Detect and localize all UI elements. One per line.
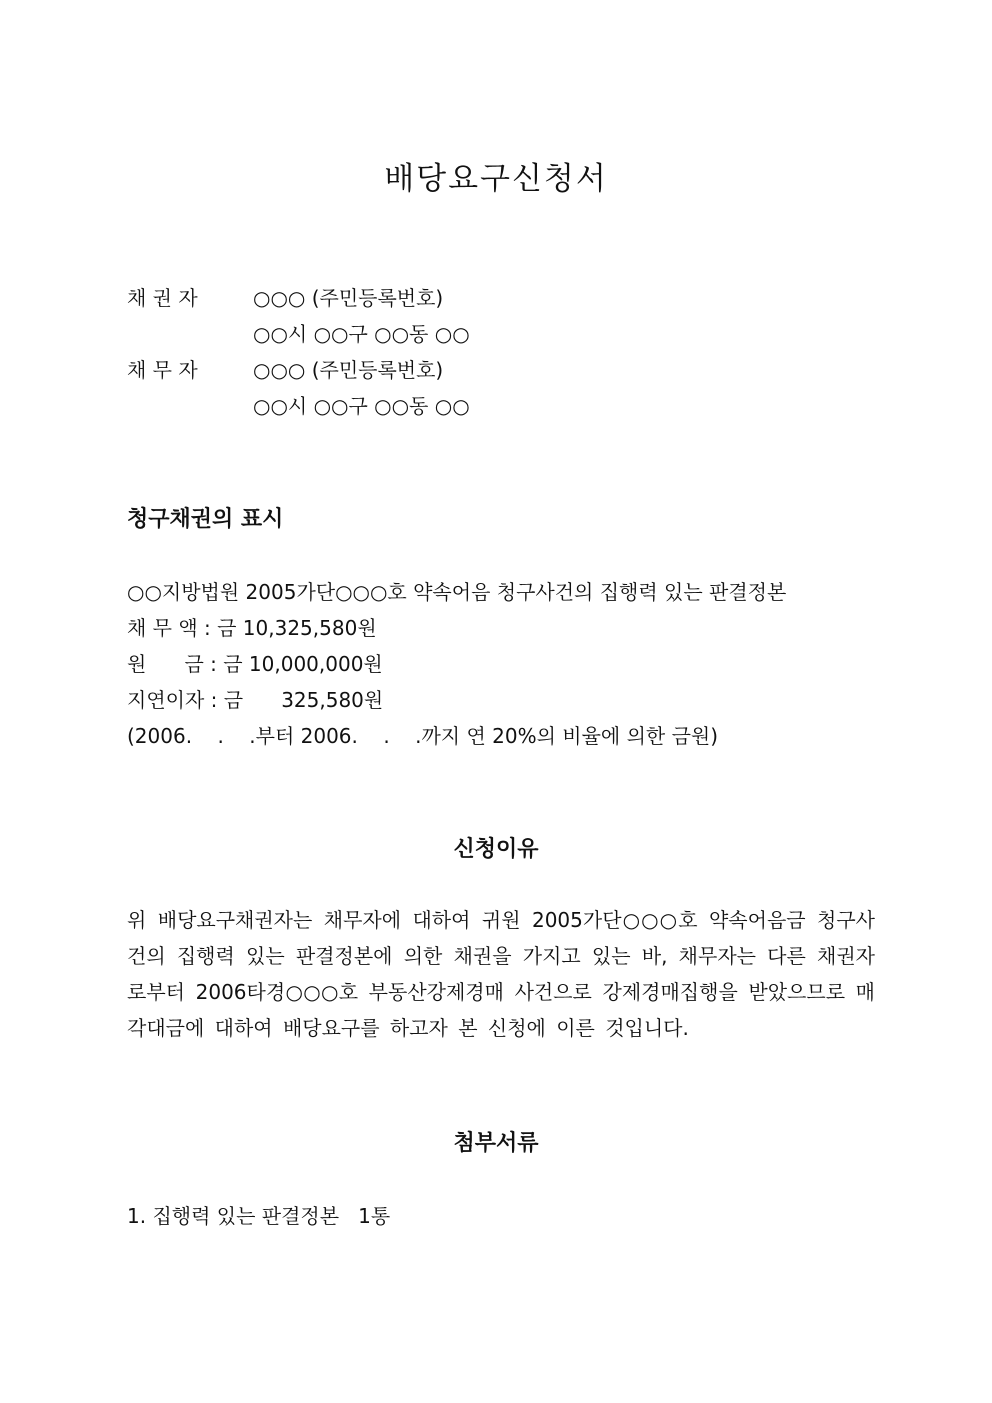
debtor-label: 채 무 자 — [127, 358, 198, 382]
claim-heading: 청구채권의 표시 — [127, 506, 284, 532]
document-title: 배당요구신청서 — [384, 161, 608, 197]
reason-heading: 신청이유 — [453, 836, 539, 862]
claim-source: ○○지방법원 2005가단○○○호 약속어음 청구사건의 집행력 있는 판결정본 — [127, 580, 787, 604]
attachment-item: 1. 집행력 있는 판결정본 1통 — [127, 1204, 391, 1228]
debtor-address: ○○시 ○○구 ○○동 ○○ — [253, 394, 470, 418]
attachments-heading: 첨부서류 — [453, 1130, 539, 1156]
claim-principal: 원 금 : 금 10,000,000원 — [127, 652, 383, 676]
claim-interest-note: (2006. . .부터 2006. . .까지 연 20%의 비율에 의한 금원) — [127, 724, 719, 748]
claim-debt-amount: 채 무 액 : 금 10,325,580원 — [127, 616, 377, 640]
creditor-address: ○○시 ○○구 ○○동 ○○ — [253, 322, 470, 346]
claim-interest: 지연이자 : 금 325,580원 — [127, 688, 384, 712]
debtor-name: ○○○ (주민등록번호) — [253, 358, 444, 382]
creditor-label: 채 권 자 — [127, 286, 198, 310]
reason-body: 위 배당요구채권자는 채무자에 대하여 귀원 2005가단○○○호 약속어음금 청구사건의 집행력 있는 판결정본에 의한 채권을 가지고 있는 바, 채무자는 다른 채권자로부터 2006타경○○○호 부동산강제경매 사건으로 강제경매집행을 받았으므로 매각대금에 대하여 배당요구를 하고자 본 신청에 이른 것입니다. — [127, 908, 875, 1040]
creditor-name: ○○○ (주민등록번호) — [253, 286, 444, 310]
